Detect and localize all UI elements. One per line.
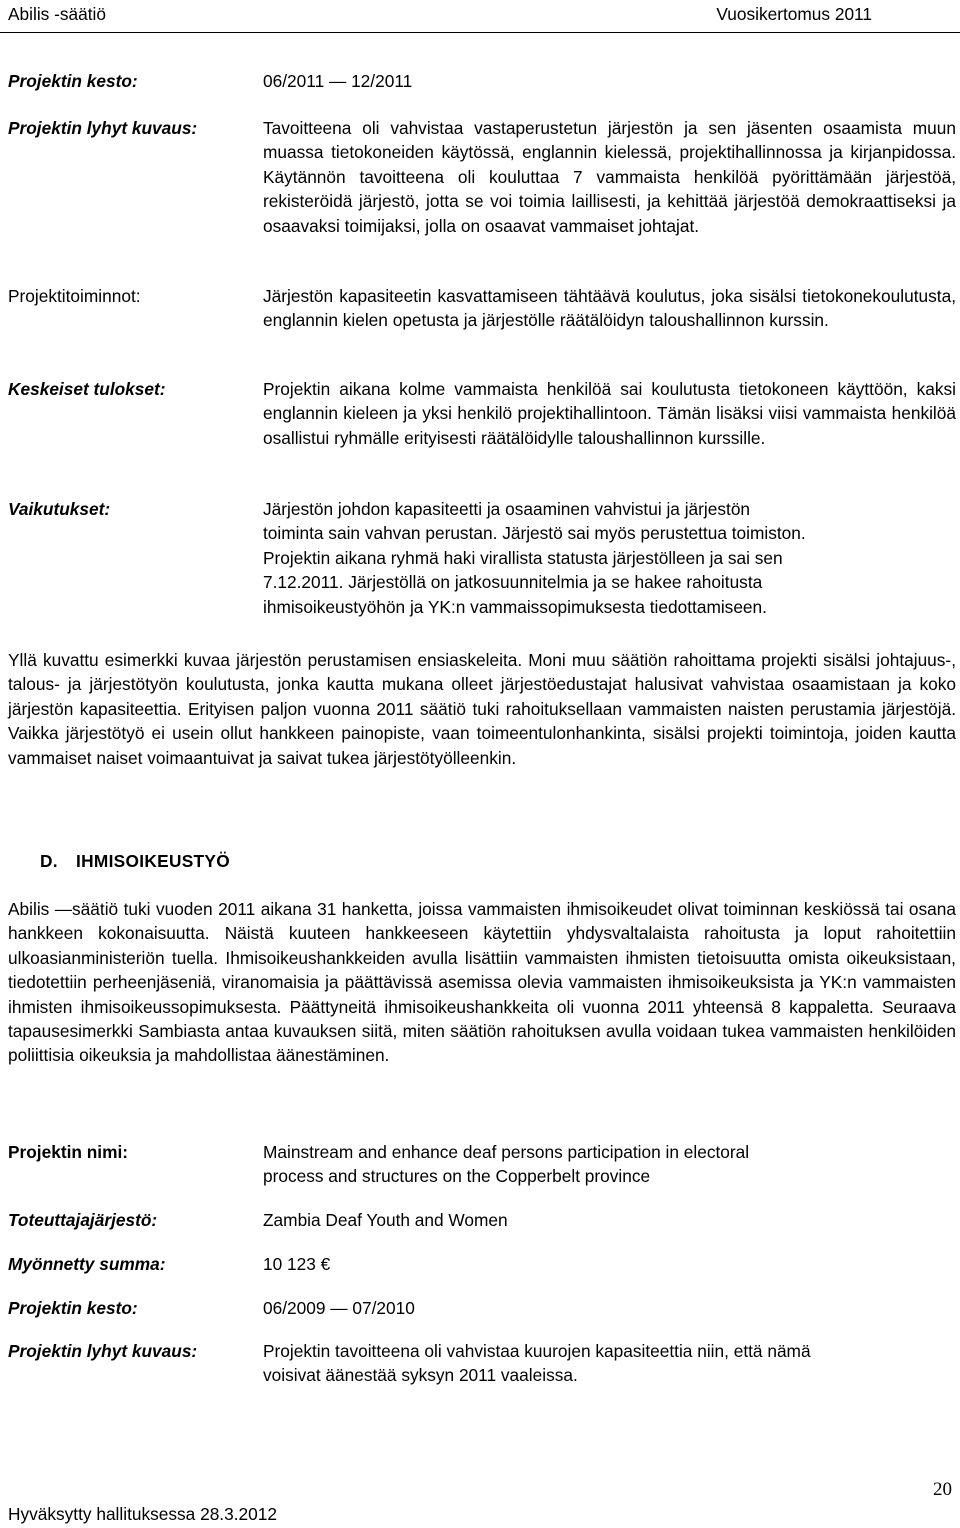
project2-name-value bbox=[263, 1140, 956, 1189]
page-number: 20 bbox=[933, 1479, 952, 1500]
header-report-title: Vuosikertomus 2011 bbox=[716, 4, 872, 24]
project2-duration-label: Projektin kesto: bbox=[8, 1298, 138, 1318]
project1-duration-label: Projektin kesto: bbox=[8, 71, 138, 91]
project2-summary-value bbox=[263, 1339, 956, 1388]
project1-summary-value: Tavoitteena oli vahvistaa vastaperustetun järjestön ja sen jäsenten osaamista muun muassa tietokoneiden käytössä, englannin kielessä, projektihallinnossa ja kirjanpidossa. Käytännön tavoitteena oli kouluttaa 7 vammaista henkilöä pyörittämään järjestöä, rekisteröidä järjestö, jotta se voi toimia laillisesti, ja kehittää järjestöä demokraattiseksi ja osaavaksi toimijaksi, jolla on osaavat vammaiset johtajat. bbox=[263, 118, 956, 236]
project1-results-label: Keskeiset tulokset: bbox=[8, 379, 166, 399]
project2-summary-line: Projektin tavoitteena oli vahvistaa kuurojen kapasiteettia niin, että nämä bbox=[263, 1341, 811, 1361]
project2-org-value: Zambia Deaf Youth and Women bbox=[263, 1210, 508, 1230]
impact-line: 7.12.2011. Järjestöllä on jatkosuunnitelmia ja se hakee rahoitusta bbox=[263, 572, 763, 593]
impact-line: ihmisoikeustyöhön ja YK:n vammaissopimuksesta tiedottamiseen. bbox=[263, 596, 767, 617]
paragraph-human-rights: Abilis —säätiö tuki vuoden 2011 aikana 31 hanketta, joissa vammaisten ihmisoikeudet olivat toiminnan keskiössä tai osana hankkeen kokonaisuutta. Näistä kuuteen hankkeeseen käytettiin yhdysvaltalaista rahoitusta ja loput rahoitettiin ulkoasianministeriön tuella. Ihmisoikeushankkeiden avulla lisättiin vammaisten ihmisten tietoisuutta omista oikeuksistaan, tiedotettiin perheenjäseniä, viranomaisia ja päättävissä asemissa olevia vammaisten ihmisoikeuksista ja YK:n vammaisten ihmisten ihmisoikeussopimuksesta. Päättyneitä ihmisoikeushankkeita oli vuonna 2011 yhteensä 8 kappaletta. Seuraava tapausesimerkki Sambiasta antaa kuvauksen siitä, miten säätiön rahoituksen avulla voidaan tukea vammaisten henkilöiden poliittisia oikeuksia ja mahdollistaa äänestäminen. bbox=[8, 899, 956, 1066]
project2-name-line: process and structures on the Copperbelt province bbox=[263, 1166, 651, 1187]
project1-duration-value: 06/2011 — 12/2011 bbox=[263, 71, 413, 91]
section-heading bbox=[40, 849, 230, 873]
impact-line: Järjestön johdon kapasiteetti ja osaaminen vahvistui ja järjestön bbox=[263, 499, 751, 519]
project1-impact-label: Vaikutukset: bbox=[8, 499, 111, 519]
project1-summary-label: Projektin lyhyt kuvaus: bbox=[8, 118, 198, 138]
project2-amount-value: 10 123 € bbox=[263, 1254, 331, 1274]
project2-org-label: Toteuttajajärjestö: bbox=[8, 1210, 158, 1230]
section-letter: D. bbox=[40, 851, 58, 871]
impact-line: Projektin aikana ryhmä haki virallista statusta järjestölleen ja sai sen bbox=[263, 547, 783, 568]
project1-results-value: Projektin aikana kolme vammaista henkilöä sai koulutusta tietokoneen käyttöön, kaksi englannin kieleen ja yksi henkilö projektihallintoon. Tämän lisäksi viisi vammaista henkilöä osallistui ryhmälle erityisesti räätälöidylle taloushallinnon kurssille. bbox=[263, 379, 956, 448]
page-header bbox=[0, 0, 960, 33]
project1-activities-label: Projektitoiminnot: bbox=[8, 286, 141, 306]
project2-amount-label: Myönnetty summa: bbox=[8, 1254, 166, 1274]
project2-summary-line: voisivat äänestää syksyn 2011 vaaleissa. bbox=[263, 1365, 578, 1386]
paragraph-example-summary: Yllä kuvattu esimerkki kuvaa järjestön perustamisen ensiaskeleita. Moni muu säätiön rahoittama projekti sisälsi johtajuus-, talous- ja järjestötyön koulutusta, jonka kautta mukana olleet järjestöedustajat halusivat vahvistaa osaamistaan ja koko järjestön kapasiteettia. Erityisen paljon vuonna 2011 säätiö tuki rahoituksellaan vammaisten naisten perustamia järjestöjä. Vaikka järjestötyö ei usein ollut hankkeen painopiste, vaan toimeentulonhankinta, sisälsi projekti toimintoja, joiden kautta vammaiset naiset voimaantuivat ja saivat tukea järjestötyölleenkin. bbox=[8, 650, 956, 768]
project2-duration-value: 06/2009 — 07/2010 bbox=[263, 1298, 415, 1318]
approval-note: Hyväksytty hallituksessa 28.3.2012 bbox=[8, 1504, 277, 1524]
project2-summary-label: Projektin lyhyt kuvaus: bbox=[8, 1341, 198, 1361]
project1-impact-value bbox=[263, 497, 956, 619]
project2-name-label: Projektin nimi: bbox=[8, 1142, 129, 1162]
section-title: IHMISOIKEUSTYÖ bbox=[76, 851, 230, 871]
impact-line: toiminta sain vahvan perustan. Järjestö sai myös perustettua toimiston. bbox=[263, 523, 806, 544]
project1-activities-value: Järjestön kapasiteetin kasvattamiseen tähtäävä koulutus, joka sisälsi tietokonekoulutusta, englannin kielen opetusta ja järjestölle räätälöidyn taloushallinnon kurssin. bbox=[263, 286, 956, 331]
project2-name-line: Mainstream and enhance deaf persons participation in electoral bbox=[263, 1142, 750, 1162]
header-organization: Abilis -säätiö bbox=[8, 4, 106, 24]
